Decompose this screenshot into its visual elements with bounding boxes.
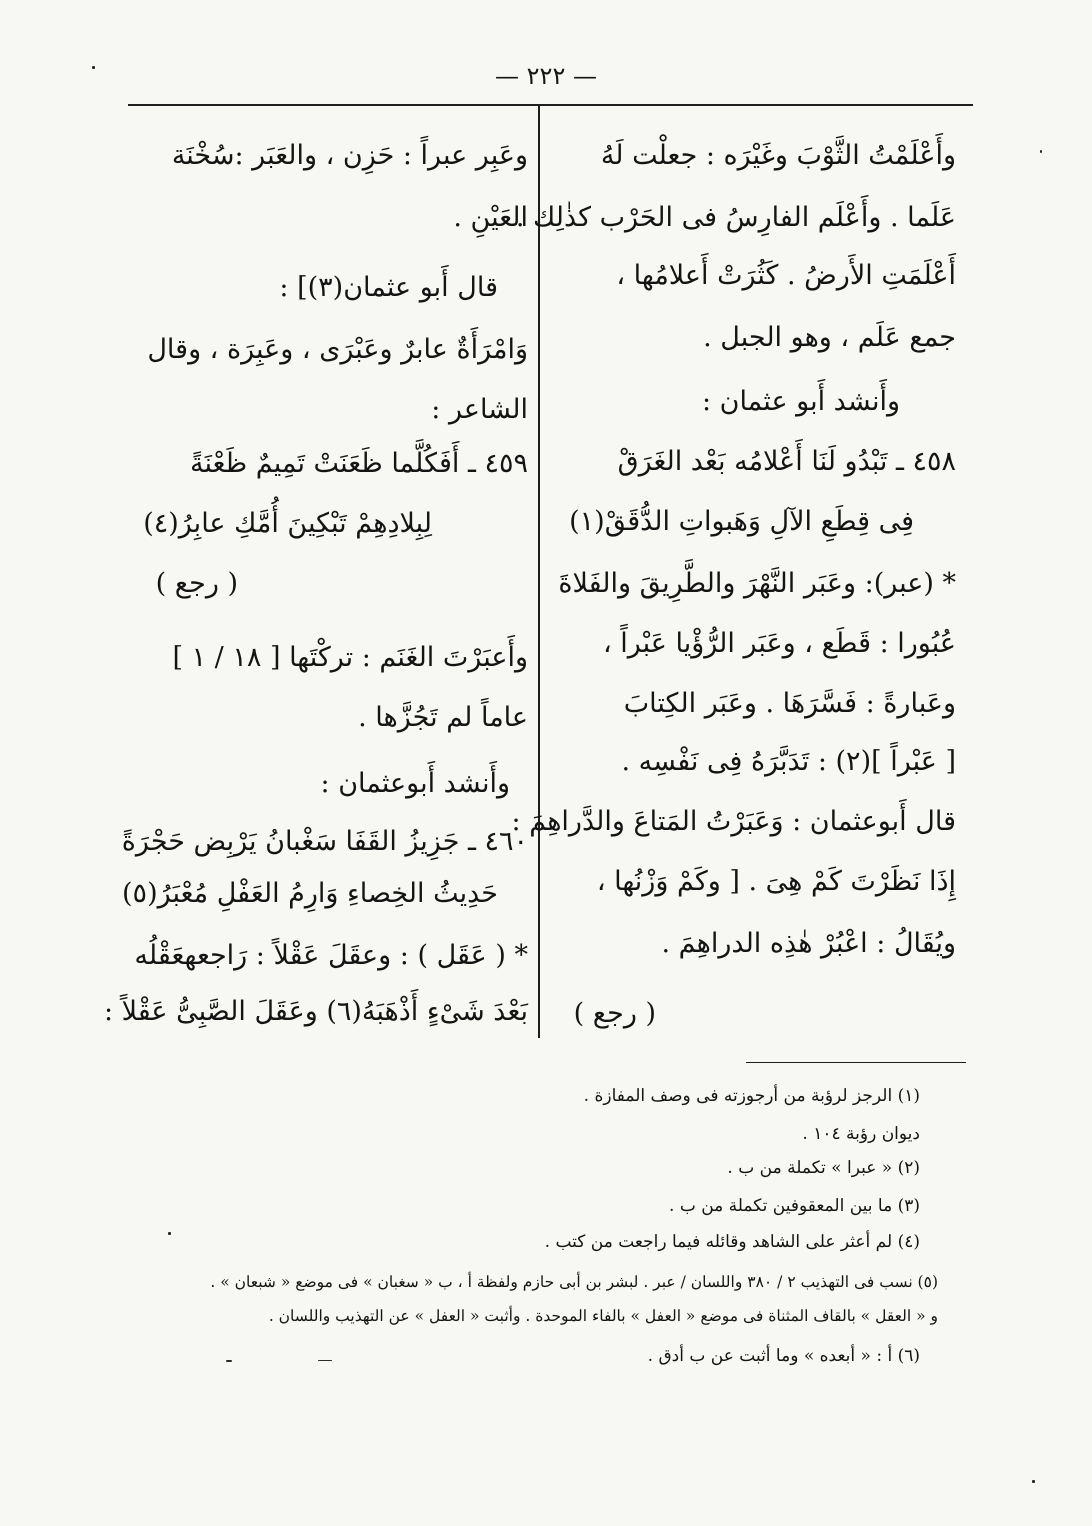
footnote: (٦) أ : « أبعده » وما أثبت عن ب أدق .: [647, 1346, 920, 1366]
footnote: (٣) ما بين المعقوفين تكملة من ب .: [669, 1196, 920, 1216]
column-divider: [538, 106, 540, 1038]
text-line: عَلَما . وأَعْلَم الفارِسُ فى الحَرْب كذٰلِك .: [515, 202, 956, 233]
entry-head: * (عبر): وعَبَر النَّهْرَ والطَّرِيقَ والفَلاةَ: [558, 568, 956, 599]
text-line: العَيْنِ .: [453, 202, 528, 233]
footnote: ديوان رؤبة ١٠٤ .: [802, 1124, 920, 1144]
verse-line: لِبِلادِهِمْ تَبْكِينَ أُمَّكِ عابِرُ(٤): [143, 508, 432, 539]
text-line: وعَبِر عبراً : حَزِن ، والعَبَر :سُخْنَة: [171, 140, 528, 171]
text-line: قال أَبو عثمان(٣)] :: [279, 272, 498, 303]
text-line: وأَنشد أَبو عثمان :: [701, 386, 900, 417]
footnote: (٤) لم أعثر على الشاهد وقائله فيما راجعت من كتب .: [544, 1232, 920, 1252]
text-line: وأَعْلَمْتُ الثَّوْبَ وغَيْرَه : جعلْت لَهُ: [600, 140, 956, 171]
text-line: وأَعبَرْتَ الغَنَم : تركْتَها [ ١٨ / ١ ]: [172, 642, 528, 673]
text-line: إِذَا نَظَرْتَ كَمْ هِىَ . [ وكَمْ وَزْنُها ،: [596, 866, 956, 897]
text-line: [ عَبْراً ](٢) : تَدَبَّرَهُ فِى نَفْسِه .: [621, 746, 956, 777]
page-number: — ٢٢٢ —: [495, 62, 597, 90]
footnote: و « العقل » بالقاف المثناة فى موضع « العفل » بالفاء الموحدة . وأثبت « العفل » عن التهذيب واللسان .: [268, 1307, 938, 1325]
text-line: وَامْرَأَةٌ عابرٌ وعَبْرَى ، وعَبِرَة ، وقال: [147, 334, 528, 365]
verse-line: حَدِيثُ الخِصاءِ وَارِمُ العَفْلِ مُعْبَرُ(٥): [122, 878, 498, 909]
text-line: ويُقَالُ : اعْبُرْ هٰذِه الدراهِمَ .: [661, 928, 956, 959]
text-line: جمع عَلَم ، وهو الجبل .: [703, 322, 956, 353]
text-line: وعَبارةً : فَسَّرَهَا . وعَبَر الكِتابَ: [623, 688, 956, 719]
footnote: (٥) نسب فى التهذيب ٢ / ٣٨٠ واللسان / عبر . لبشر بن أبى حازم ولفظة أ ، ب « سغبان » فى موضع « شبعان » .: [210, 1273, 938, 1291]
return-marker: ( رجع ): [155, 568, 238, 599]
text-line: عاماً لم تَجُزَّها .: [358, 702, 528, 733]
footnote: (٢) « عبرا » تكملة من ب .: [727, 1158, 920, 1178]
return-marker: ( رجع ): [573, 998, 656, 1029]
text-line: قال أَبوعثمان : وَعَبَرْتُ المَتاعَ والدَّراهِمَ :: [511, 806, 956, 837]
text-line: عُبُورا : قَطَع ، وعَبَر الرُّؤْيا عَبْراً ،: [602, 628, 956, 659]
verse-line: فِى قِطَعِ الآلِ وَهَبواتِ الدُّقَقْ(١): [569, 506, 914, 537]
verse-line: ٤٥٩ ـ أَفَكُلَّما ظَعَنَتْ تَمِيمٌ ظَعْنَةً: [190, 448, 528, 479]
text-line: وأَنشد أَبوعثمان :: [320, 768, 510, 799]
entry-head: * ( عَقَل ) : وعقَلَ عَقْلاً : رَاجعهعَقْلُه: [134, 940, 528, 971]
text-line: الشاعر :: [431, 394, 528, 425]
verse-line: ٤٦٠ ـ جَزِيزُ القَفَا سَغْبانُ يَرْبِض حَجْرَةً: [121, 826, 528, 857]
text-line: بَعْدَ شَىْءٍ أَذْهَبَهُ(٦) وعَقَلَ الصَّبِىُّ عَقْلاً :: [103, 996, 528, 1027]
footnote: (١) الرجز لرؤبة من أرجوزته فى وصف المفازة .: [583, 1086, 920, 1106]
header-rule: [128, 104, 973, 106]
text-line: أَعْلَمَتِ الأَرضُ . كَثُرَتْ أَعلامُها ،: [616, 260, 956, 291]
footnote-rule: [746, 1062, 966, 1063]
verse-line: ٤٥٨ ـ تَبْدُو لَنَا أَعْلامُه بَعْد الغَرَقْ: [617, 446, 956, 477]
